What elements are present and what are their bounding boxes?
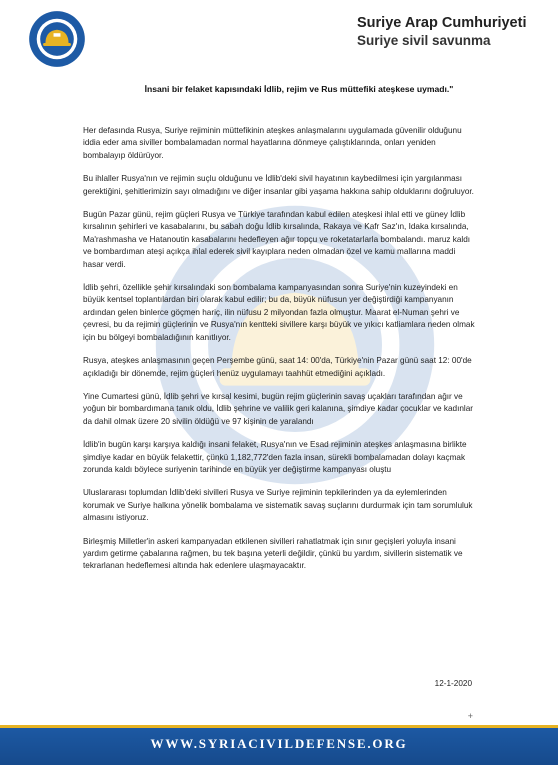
document-title: İnsani bir felaket kapısındaki İdlib, rejim ve Rus müttefiki ateşkese uymadı." <box>144 84 454 94</box>
paragraph: Rusya, ateşkes anlaşmasının geçen Perşembe günü, saat 14: 00'da, Türkiye'nin Pazar günü saat 12: 00'de açıkladığı bir dönemde, rejim güçleri henüz uygulamayı taahhüt etmediğini açıkladı. <box>83 356 472 378</box>
paragraph: Her defasında Rusya, Suriye rejiminin müttefikinin ateşkes anlaşmalarını uygulamada güvenilir olduğunu iddia eder ama siviller bombalamadan normal hayatlarına dönmeye çalıştıklarında, onları yeniden bombalayıp öldürüyor. <box>83 126 462 160</box>
paragraph: Bu ihlaller Rusya'nın ve rejimin suçlu olduğunu ve İdlib'deki sivil hayatının kaybedilmesi için yargılanması gerektiğini, şehitlerimizin sayı olmadığını ve diğer insanlar gibi yaşama hakkına sahip olduklarını doğruluyor. <box>83 174 474 196</box>
footer-banner <box>0 725 558 765</box>
organization-header <box>330 15 530 48</box>
document-body <box>83 125 475 584</box>
website-url: WWW.SYRIACIVILDEFENSE.ORG <box>150 736 408 751</box>
paragraph: Bugün Pazar günü, rejim güçleri Rusya ve Türkiye tarafından kabul edilen ateşkesi ihlal etti ve güney İdlib kırsalının şehirleri ve kasabalarını, bu sabah doğu İdlib kırsalında, Rakaya ve Kafr Saz'ın, Idaka kırsalında, Ma'rashmasha ve Hatanoutin kasabalarını hedefleyen ağır topçu ve roketatarlarla bombalandı. maruz kaldı ve bombardıman ateşi açıkça ihlal ederek sivil kayıplara neden olmadan özel ve kamu mallarına maddi hasar verdi. <box>83 210 471 269</box>
document-date: 12-1-2020 <box>434 679 472 688</box>
organization-name: Suriye Arap Cumhuriyeti <box>357 15 527 31</box>
plus-mark: + <box>467 711 473 721</box>
white-helmets-logo <box>28 10 86 68</box>
paragraph: İdlib şehri, özellikle şehir kırsalındaki son bombalama kampanyasından sonra Suriye'nin kuzeyindeki en büyük kentsel toplantılardan biri olarak kabul edilir; bu da, büyük nüfusun yer değiştirdiği kampanyanın ardından gelen binlerce göçmen hariç, ilin nüfusu 2 milyondan fazla olmuştur. Maarat el-Numan şehri ve çevresi, bu da rejimin güçlerinin ve Rusya'nın kentteki sivillere karşı büyük ve yıkıcı katliamlara neden olmak için bu bölgeyi bombaladığının kanıtlıyor. <box>83 283 475 342</box>
paragraph: Yine Cumartesi günü, İdlib şehri ve kırsal kesimi, bugün rejim güçlerinin savaş uçakları tarafından ağır ve yoğun bir bombardımana tanık oldu, İdlib şehrine ve valilik geri kalanına, şimdiye kadar çocuklar ve kadınlar da dahil olmak üzere 20 sivilin öldüğü ve 97 kişinin de yaralandı <box>83 391 474 426</box>
paragraph: Birleşmiş Milletler'in askeri kampanyadan etkilenen sivilleri rahatlatmak için sınır geçişleri yoluyla insani yardım getirme çabalarına rağmen, bu tek başına yeterli değildir, çünkü bu yardım, sivillerin sistematik ve tekrarlanan hedeflemesi altında hak edenlere ulaşmayacaktır. <box>83 536 463 571</box>
paragraph: İdlib'in bugün karşı karşıya kaldığı insani felaket, Rusya'nın ve Esad rejiminin ateşkes anlaşmasına birlikte şimdiye kadar en büyük felakettir, çünkü 1,182,772'den fazla insan, sürekli bombalamadan dolayı kaçmak zorunda kaldı böylece suriyenin tarihinde en büyük yer değiştirme kampanyası oluştu <box>83 440 467 474</box>
organization-subtitle: Suriye sivil savunma <box>357 33 491 48</box>
footer-stripe <box>0 725 558 728</box>
paragraph: Uluslararası toplumdan İdlib'deki sivilleri Rusya ve Suriye rejiminin tepkilerinden ya da eylemlerinden korumak ve Suriye halkına yönelik bombalama ve sistematik savaş suçlarını durdurmak için tam sorumluluk almasını istiyoruz. <box>83 488 473 523</box>
